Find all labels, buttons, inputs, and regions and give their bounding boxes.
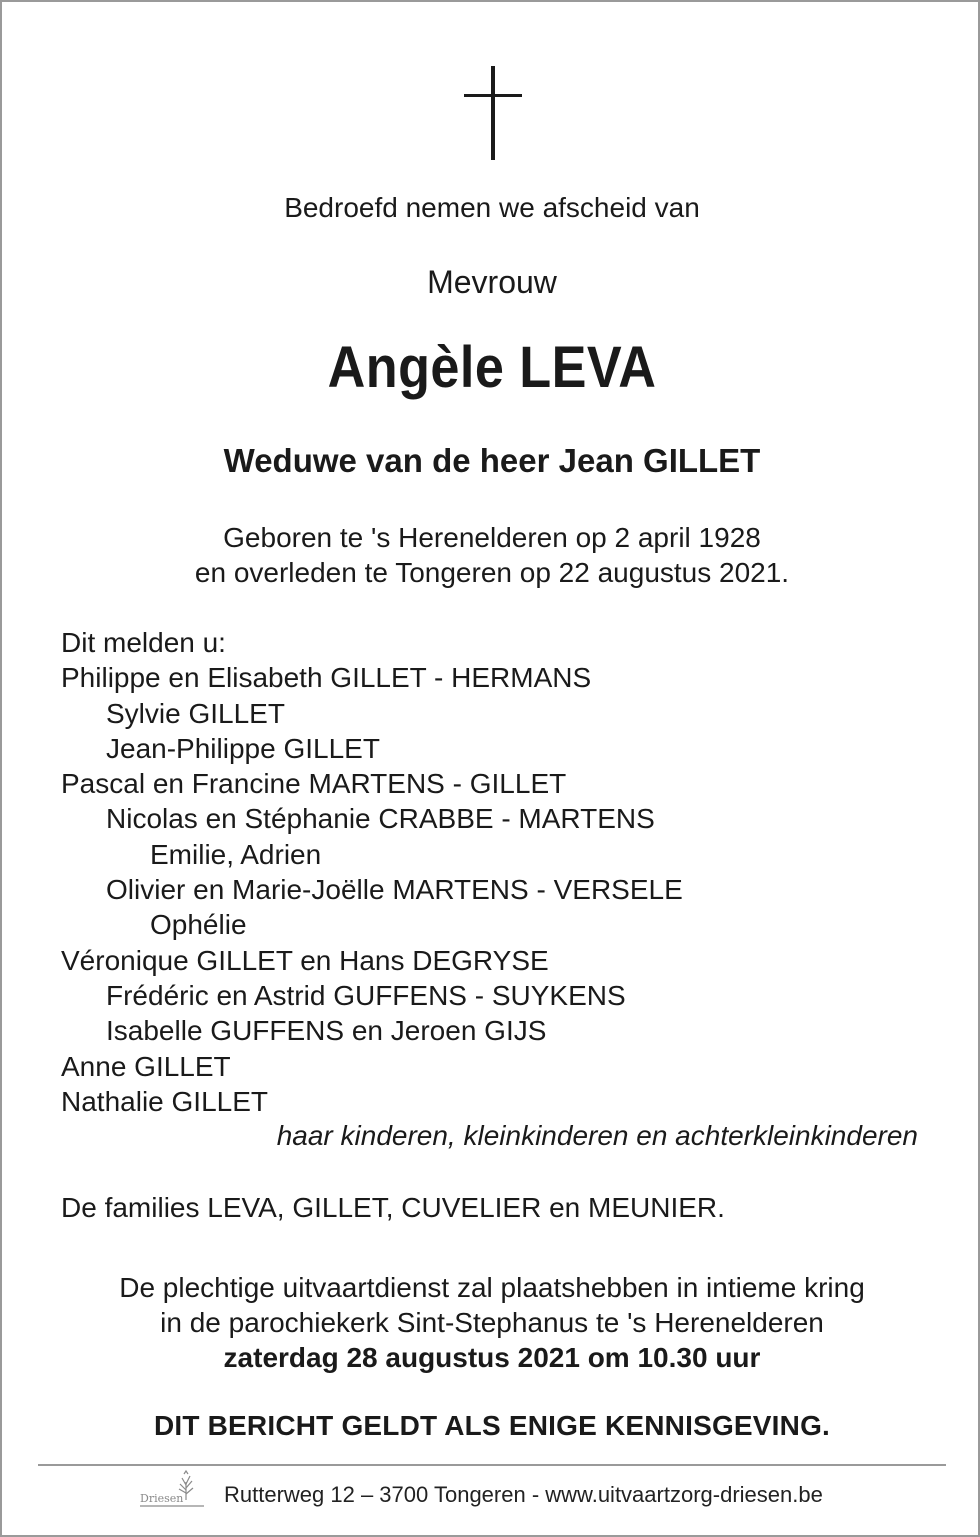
birth-death-block — [2, 520, 980, 590]
notice-line: DIT BERICHT GELDT ALS ENIGE KENNISGEVING. — [153, 1410, 831, 1441]
footer-address: Rutterweg 12 – 3700 Tongeren - www.uitvaartzorg-driesen.be — [224, 1482, 823, 1507]
announcer-line: Pascal en Francine MARTENS - GILLET — [61, 768, 567, 800]
announcer-line: Isabelle GUFFENS en Jeroen GIJS — [106, 1015, 547, 1047]
deceased-name: Angèle LEVA — [327, 335, 657, 400]
announcer-line: Ophélie — [150, 909, 247, 941]
funeral-home-logo — [138, 1468, 208, 1514]
logo-text: Driesen — [140, 1492, 184, 1505]
cross-icon — [464, 66, 522, 160]
announcer-line: Frédéric en Astrid GUFFENS - SUYKENS — [106, 979, 626, 1011]
intro-text: Bedroefd nemen we afscheid van — [284, 192, 700, 223]
relation-caption: haar kinderen, kleinkinderen en achterkleinkinderen — [276, 1120, 918, 1151]
announcer-heading: Dit melden u: — [61, 627, 226, 658]
service-datetime: zaterdag 28 augustus 2021 om 10.30 uur — [223, 1342, 761, 1373]
widow-line: Weduwe van de heer Jean GILLET — [223, 442, 761, 479]
footer-divider — [38, 1464, 946, 1466]
service-line-1: De plechtige uitvaartdienst zal plaatshebben in intieme kring — [119, 1272, 865, 1303]
service-line-2: in de parochiekerk Sint-Stephanus te 's Herenelderen — [160, 1307, 824, 1338]
honorific: Mevrouw — [427, 264, 557, 300]
announcer-line: Olivier en Marie-Joëlle MARTENS - VERSELE — [106, 874, 683, 906]
announcer-line: Emilie, Adrien — [150, 838, 322, 870]
announcer-line: Nicolas en Stéphanie CRABBE - MARTENS — [106, 803, 655, 835]
announcer-line: Anne GILLET — [61, 1050, 231, 1082]
families-line: De families LEVA, GILLET, CUVELIER en MEUNIER. — [61, 1192, 725, 1223]
service-block — [2, 1270, 980, 1375]
death-line: en overleden te Tongeren op 22 augustus 2021. — [194, 557, 790, 588]
announcer-line: Philippe en Elisabeth GILLET - HERMANS — [61, 662, 592, 694]
announcer-line: Nathalie GILLET — [61, 1085, 268, 1117]
birth-line: Geboren te 's Herenelderen op 2 april 1928 — [223, 522, 761, 553]
announcer-list — [61, 625, 683, 1119]
announcer-line: Jean-Philippe GILLET — [106, 732, 380, 764]
announcer-line: Véronique GILLET en Hans DEGRYSE — [61, 944, 549, 976]
announcer-line: Sylvie GILLET — [106, 697, 285, 729]
